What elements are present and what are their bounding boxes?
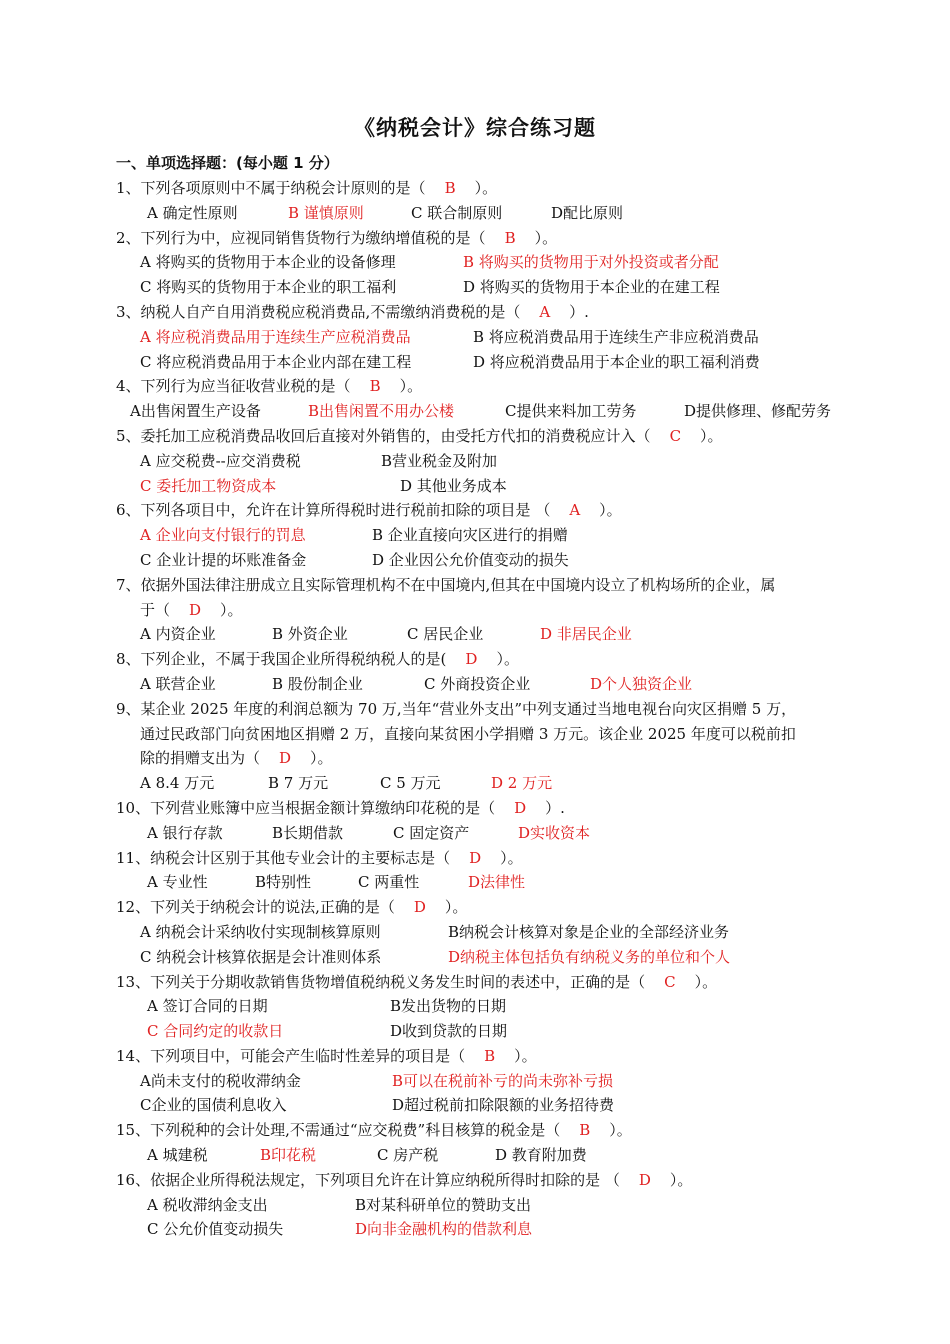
option-correct: D 2 万元 [491,774,553,793]
question-tail: ）。 [609,1121,632,1140]
options-row [0,523,950,548]
option-correct: C 合同约定的收款日 [147,1022,284,1041]
question-item [0,796,950,846]
question-text: 通过民政部门向贫困地区捐赠 2 万，直接向某贫困小学捐赠 3 万元。该企业 2025 年度可以税前扣 [140,724,796,743]
question-number: 13 [116,972,136,991]
option: A 专业性 [147,873,208,892]
options-row [0,548,950,573]
question-stem [0,573,950,598]
options-row [0,1069,950,1094]
question-item [0,176,950,226]
question-stem [0,1044,950,1069]
option: A 将购买的货物用于本企业的设备修理 [140,253,396,272]
question-stem [0,970,950,995]
option: D提供修理、修配劳务 [684,402,832,421]
question-item [0,1044,950,1118]
answer-letter: B [444,179,456,197]
option: C 公允价值变动损失 [147,1220,284,1239]
option: C 纳税会计核算依据是会计准则体系 [140,947,382,966]
answer-letter: A [539,302,551,321]
option: B 将应税消费品用于连续生产非应税消费品 [473,327,759,346]
option-correct: D实收资本 [518,823,591,842]
answer-letter: B [484,1046,496,1065]
option: D 其他业务成本 [400,476,507,495]
option-correct: D纳税主体包括负有纳税义务的单位和个人 [448,947,731,966]
question-stem [0,697,950,722]
question-item [0,647,950,697]
option: D超过税前扣除限额的业务招待费 [392,1096,615,1115]
question-number: 7 [116,575,126,594]
question-stem [0,796,950,821]
options-row [0,994,950,1019]
question-stem-continued [0,598,950,623]
question-item [0,300,950,374]
option: A 银行存款 [147,823,223,842]
question-text: 、下列企业，不属于我国企业所得税纳税人的是( [125,650,447,669]
question-stem-continued [0,722,950,747]
page-title: 《纳税会计》综合练习题 [354,116,596,140]
question-item [0,374,950,424]
question-number: 10 [116,798,136,817]
question-text: 、委托加工应税消费品收回后直接对外销售的，由受托方代扣的消费税应计入（ [125,426,651,445]
question-text: 、纳税会计区别于其他专业会计的主要标志是（ [135,848,451,867]
question-text: 、下列关于纳税会计的说法,正确的是（ [135,898,395,917]
answer-letter: D [514,798,527,817]
option: A 联营企业 [140,674,216,693]
option-correct: B 将购买的货物用于对外投资或者分配 [463,253,719,272]
option: D 将购买的货物用于本企业的在建工程 [463,278,720,297]
question-text: 、某企业 2025 年度的利润总额为 70 万,当年“营业外支出”中列支通过当地电视台向灾区捐赠 5 万， [125,699,797,718]
option-correct: D法律性 [468,873,526,892]
option-correct: B可以在税前补亏的尚未弥补亏损 [392,1071,614,1090]
option-correct: B印花税 [260,1146,317,1165]
option: A 税收滞纳金支出 [147,1195,268,1214]
question-tail: ）。 [399,377,423,396]
options-row [0,821,950,846]
answer-letter: C [669,426,682,445]
question-number: 2 [116,228,126,247]
question-text: 、下列税种的会计处理,不需通过“应交税费”科目核算的税金是（ [135,1121,561,1140]
option: A 应交税费--应交消费税 [140,451,301,470]
option: B 企业直接向灾区进行的捐赠 [372,526,568,545]
answer-letter: D [469,848,482,867]
question-number: 1 [116,179,126,197]
question-number: 5 [116,426,126,445]
question-text: 、下列项目中，可能会产生临时性差异的项目是（ [135,1046,466,1065]
question-stem [0,374,950,399]
question-tail: ）。 [500,848,523,867]
question-text: 、下列行为应当征收营业税的是（ [125,377,351,396]
option: D 教育附加费 [495,1146,587,1165]
option: B 股份制企业 [272,674,363,693]
option: C 将购买的货物用于本企业的职工福利 [140,278,397,297]
option-correct: B 谨慎原则 [288,203,364,222]
options-row [0,250,950,275]
options-row [0,1019,950,1044]
question-stem [0,846,950,871]
option: C企业的国债利息收入 [140,1096,287,1115]
option: C 两重性 [358,873,420,892]
question-item [0,424,950,498]
question-number: 4 [116,377,126,396]
question-number: 16 [116,1170,136,1189]
question-tail: ）。 [599,501,622,520]
question-tail: ）。 [534,228,558,247]
question-tail: ）。 [694,972,718,991]
option: B长期借款 [272,823,344,842]
question-list [0,176,950,1242]
question-stem [0,424,950,449]
question-stem [0,647,950,672]
question-number: 8 [116,650,126,669]
question-item [0,846,950,896]
option: C 5 万元 [380,774,441,793]
question-tail: ）. [569,302,589,321]
question-stem-continued [0,746,950,771]
question-text: 除的捐赠支出为（ [140,749,261,768]
option: B 7 万元 [268,774,329,793]
option-correct: D个人独资企业 [590,674,693,693]
option: D收到贷款的日期 [390,1022,508,1041]
answer-letter: D [189,600,202,619]
option: C 居民企业 [407,625,484,644]
option: B对某科研单位的赞助支出 [355,1195,532,1214]
option: B特别性 [255,873,312,892]
option: A 确定性原则 [147,203,238,222]
question-stem [0,226,950,251]
options-row [0,1193,950,1218]
section-heading: 一、单项选择题：(每小题 1 分） [116,154,339,172]
option: A 签订合同的日期 [147,997,268,1016]
question-number: 3 [116,302,126,321]
question-tail: ）. [545,798,565,817]
answer-letter: C [664,972,676,991]
option-correct: B出售闲置不用办公楼 [308,402,455,421]
option: C提供来料加工劳务 [505,402,637,421]
question-item [0,226,950,300]
question-text: 、下列营业账簿中应当根据金额计算缴纳印花税的是（ [135,798,496,817]
option: C 企业计提的坏账准备金 [140,550,307,569]
option: C 外商投资企业 [424,674,531,693]
question-item [0,1118,950,1168]
question-text: 、依据外国法律注册成立且实际管理机构不在中国境内,但其在中国境内设立了机构场所的企业，属 [125,575,776,594]
options-row [0,275,950,300]
question-item [0,1168,950,1242]
answer-letter: B [504,228,516,247]
options-row [0,474,950,499]
answer-letter: D [465,650,478,669]
option-correct: D向非金融机构的借款利息 [355,1220,533,1239]
option: D 企业因公允价值变动的损失 [372,550,569,569]
options-row [0,672,950,697]
question-tail: ）。 [669,1170,693,1189]
question-text: 、下列行为中，应视同销售货物行为缴纳增值税的是（ [125,228,486,247]
option: C 联合制原则 [411,203,503,222]
option: A尚未支付的税收滞纳金 [140,1071,301,1090]
options-row [0,870,950,895]
option: B 外资企业 [272,625,348,644]
option: A 纳税会计采纳收付实现制核算原则 [140,922,381,941]
options-row [0,350,950,375]
options-row [0,945,950,970]
question-number: 9 [116,699,126,718]
question-text: 、下列各项原则中不属于纳税会计原则的是（ [125,179,426,197]
answer-letter: A [569,501,581,520]
options-row [0,399,950,424]
question-item [0,697,950,796]
answer-letter: D [279,749,292,768]
question-text: 、下列各项目中，允许在计算所得税时进行税前扣除的项目是 （ [125,501,551,520]
options-row [0,771,950,796]
question-item [0,970,950,1044]
question-tail: ）。 [496,650,519,669]
options-row [0,1093,950,1118]
question-stem [0,1118,950,1143]
question-text: 于（ [140,600,171,619]
question-text: 、纳税人自产自用消费税应税消费品,不需缴纳消费税的是（ [125,302,521,321]
option: A 8.4 万元 [140,774,215,793]
options-row [0,449,950,474]
question-item [0,573,950,647]
option: C 将应税消费品用于本企业内部在建工程 [140,352,412,371]
question-number: 14 [116,1046,136,1065]
option-correct: A 企业向支付银行的罚息 [140,526,306,545]
options-row [0,622,950,647]
option-correct: D 非居民企业 [540,625,632,644]
question-stem [0,176,950,201]
options-row [0,325,950,350]
question-tail: ）。 [310,749,333,768]
options-row [0,1143,950,1168]
question-item [0,498,950,572]
option: C 房产税 [377,1146,439,1165]
question-item [0,895,950,969]
option: B纳税会计核算对象是企业的全部经济业务 [448,922,730,941]
option: A 内资企业 [140,625,216,644]
option: D 将应税消费品用于本企业的职工福利消费 [473,352,760,371]
option: B营业税金及附加 [381,451,498,470]
options-row [0,1217,950,1242]
options-row [0,201,950,226]
answer-letter: D [413,898,426,917]
question-tail: ）。 [514,1046,537,1065]
question-number: 6 [116,501,126,520]
options-row [0,920,950,945]
question-stem [0,1168,950,1193]
question-tail: ）。 [220,600,243,619]
option: D配比原则 [551,203,624,222]
answer-letter: B [579,1121,591,1140]
answer-letter: D [638,1170,651,1189]
answer-letter: B [369,377,381,396]
question-number: 11 [116,848,136,867]
question-stem [0,498,950,523]
question-text: 、依据企业所得税法规定，下列项目允许在计算应纳税所得时扣除的是 （ [135,1170,620,1189]
question-text: 、下列关于分期收款销售货物增值税纳税义务发生时间的表述中，正确的是（ [135,972,646,991]
question-tail: ）。 [700,426,723,445]
option: C 固定资产 [393,823,470,842]
question-tail: ）。 [444,898,468,917]
question-number: 15 [116,1121,136,1140]
question-stem [0,895,950,920]
option: A 城建税 [147,1146,208,1165]
question-number: 12 [116,898,136,917]
option-correct: A 将应税消费品用于连续生产应税消费品 [140,327,411,346]
option-correct: C 委托加工物资成本 [140,476,277,495]
question-stem [0,300,950,325]
option: B发出货物的日期 [390,997,507,1016]
option: A出售闲置生产设备 [130,402,261,421]
question-tail: ）。 [474,179,498,197]
